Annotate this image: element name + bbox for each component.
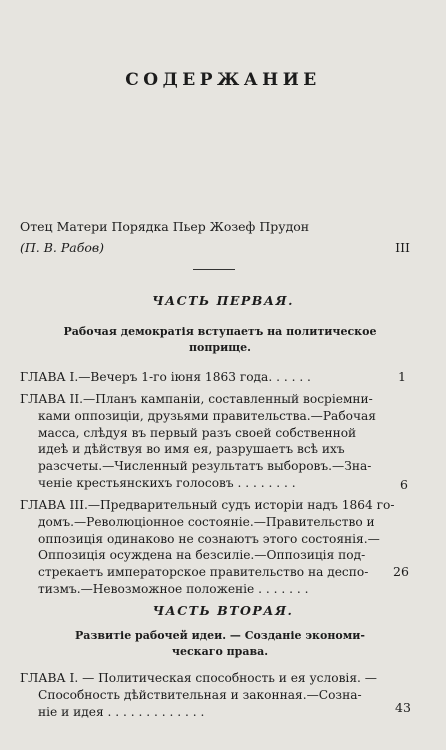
entry-line: стрекаетъ императорское правительство на деспо-: [38, 565, 369, 580]
entry-line: ками оппозиціи, друзьями правительства.—Рабочая: [38, 408, 377, 423]
part-2-subtitle: [40, 628, 400, 660]
intro-line-2: (П. В. Рабов): [20, 240, 105, 255]
part-2-heading: ЧАСТЬ ВТОРАЯ.: [152, 603, 294, 618]
entry-line: ніе и идея . . . . . . . . . . . . .: [38, 704, 205, 719]
entry-line: идеѣ и дѣйствуя во имя ея, разрушаетъ всѣ ихъ: [38, 442, 345, 457]
part-1-subtitle-line-2: поприще.: [188, 341, 252, 354]
toc-entry-part1-ch2: [20, 391, 410, 492]
part-2-subtitle-line-1: Развитіе рабочей идеи. — Созданіе экономи-: [75, 629, 365, 642]
page-title: СОДЕРЖАНИЕ: [125, 70, 321, 90]
toc-entry-part1-ch1: [20, 369, 410, 386]
entry-line: ГЛАВА III.—Предварительный судъ исторіи надъ 1864 го-: [20, 498, 395, 512]
intro-line-1: Отец Матери Порядка Пьер Жозеф Прудон: [20, 219, 310, 234]
page-number: 6: [400, 477, 408, 492]
page-number: 43: [395, 700, 411, 715]
entry-line: Оппозиція осуждена на безсиліе.—Оппозиція под-: [38, 548, 366, 563]
entry-line: масса, слѣдуя въ первый разъ своей собственной: [38, 425, 357, 440]
intro-page-number: III: [395, 240, 410, 255]
part-1-subtitle: [40, 324, 400, 356]
page-number: 26: [393, 564, 409, 579]
entry-line: ченіе крестьянскихъ голосовъ . . . . . . . .: [38, 475, 296, 490]
divider-rule: [193, 269, 235, 270]
entry-line: оппозиція одинаково не сознаютъ этого состоянія.—: [38, 531, 380, 546]
entry-line: разсчеты.—Численный результатъ выборовъ.—Зна-: [38, 459, 372, 474]
part-1-subtitle-line-1: Рабочая демократія вступаетъ на политическое: [63, 325, 377, 338]
part-1-heading: ЧАСТЬ ПЕРВАЯ.: [152, 293, 294, 308]
toc-entry-part2-ch1: [20, 670, 410, 720]
entry-line: ГЛАВА I. — Политическая способность и ея условія. —: [20, 671, 377, 685]
part-2-subtitle-line-2: ческаго права.: [171, 645, 269, 658]
entry-line: домъ.—Революціонное состояніе.—Правительство и: [38, 514, 375, 529]
entry-line: ГЛАВА I.—Вечеръ 1-го іюня 1863 года. . . . . .: [20, 370, 311, 384]
entry-line: Способность дѣйствительная и законная.—Созна-: [38, 687, 362, 702]
page-number: 1: [398, 369, 406, 384]
toc-entry-part1-ch3: [20, 497, 410, 598]
entry-line: тизмъ.—Невозможное положеніе . . . . . . .: [38, 581, 309, 596]
entry-line: ГЛАВА II.—Планъ кампаніи, составленный восріемни-: [20, 392, 373, 406]
intro-entry: [20, 216, 410, 258]
